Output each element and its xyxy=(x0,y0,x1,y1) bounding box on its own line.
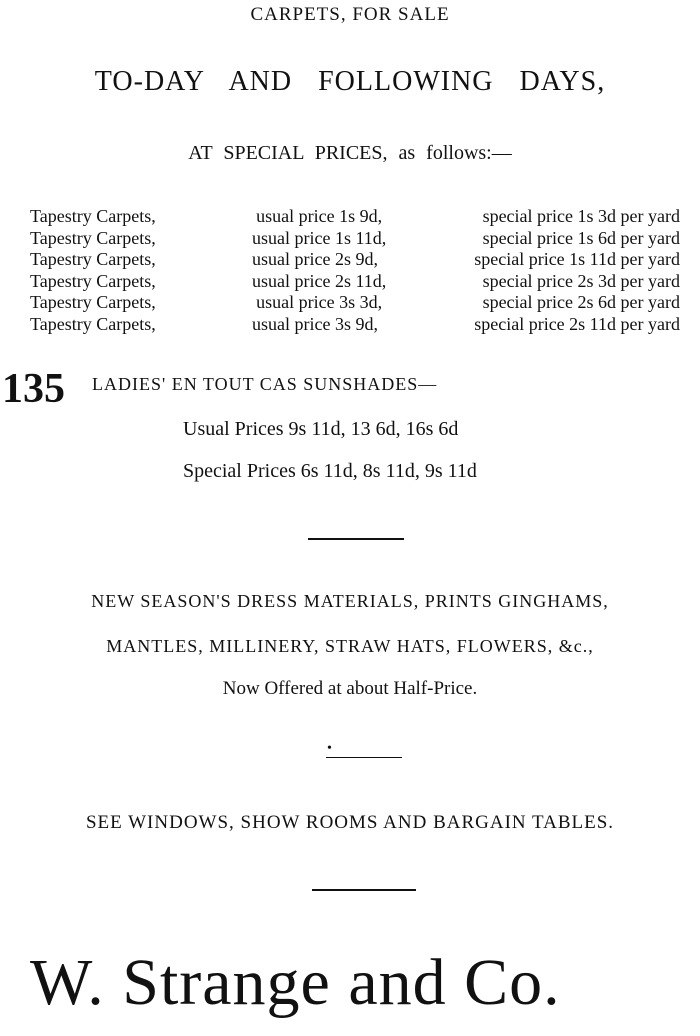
usual-price: usual price 3s 9d, xyxy=(251,313,378,334)
special-price: special price 2s 6d per yard xyxy=(482,292,680,313)
firm-name: W. Strange and Co. xyxy=(30,946,561,1019)
today-and-following-days-heading: TO-DAY AND FOLLOWING DAYS, xyxy=(94,66,606,97)
sunshades-usual-prices: Usual Prices 9s 11d, 13 6d, 16s 6d xyxy=(183,418,459,440)
usual-price: usual price 1s 11d, xyxy=(251,227,387,248)
see-windows-line: SEE WINDOWS, SHOW ROOMS AND BARGAIN TABLES. xyxy=(85,812,615,833)
carpet-item: Tapestry Carpets, xyxy=(30,227,156,248)
special-price: special price 2s 11d per yard xyxy=(474,313,680,334)
price-row xyxy=(30,206,680,228)
special-price: special price 1s 6d per yard xyxy=(482,227,680,248)
price-row xyxy=(30,271,680,293)
usual-price: usual price 1s 9d, xyxy=(256,206,383,226)
divider-rule xyxy=(312,889,416,891)
carpet-item: Tapestry Carpets, xyxy=(30,313,156,334)
carpet-price-list xyxy=(30,206,680,336)
sunshades-special-prices: Special Prices 6s 11d, 8s 11d, 9s 11d xyxy=(183,460,477,482)
special-prices-heading: AT SPECIAL PRICES, as follows:— xyxy=(188,142,512,164)
usual-price: usual price 2s 9d, xyxy=(251,249,378,270)
special-price: special price 2s 3d per yard xyxy=(482,270,680,291)
ornament-dot: • xyxy=(327,741,332,756)
carpet-item: Tapestry Carpets, xyxy=(30,292,156,313)
dress-materials-line: NEW SEASON'S DRESS MATERIALS, PRINTS GINGHAMS, xyxy=(91,591,609,611)
half-price-line: Now Offered at about Half-Price. xyxy=(222,678,478,699)
divider-rule xyxy=(308,538,404,540)
price-row xyxy=(30,249,680,271)
special-price: special price 1s 3d per yard xyxy=(482,206,680,226)
carpet-item: Tapestry Carpets, xyxy=(30,249,156,270)
carpet-item: Tapestry Carpets, xyxy=(30,270,156,291)
sunshades-heading: LADIES' EN TOUT CAS SUNSHADES— xyxy=(92,374,438,394)
lot-number: 135 xyxy=(2,366,65,412)
price-row xyxy=(30,292,680,314)
carpets-for-sale-heading: CARPETS, FOR SALE xyxy=(250,4,450,25)
price-row xyxy=(30,228,680,250)
price-row xyxy=(30,314,680,336)
divider-rule xyxy=(326,757,402,758)
carpet-item: Tapestry Carpets, xyxy=(30,206,156,226)
usual-price: usual price 3s 3d, xyxy=(256,292,383,313)
mantles-millinery-line: MANTLES, MILLINERY, STRAW HATS, FLOWERS, &c., xyxy=(106,636,594,656)
special-price: special price 1s 11d per yard xyxy=(474,249,680,270)
usual-price: usual price 2s 11d, xyxy=(251,270,387,291)
